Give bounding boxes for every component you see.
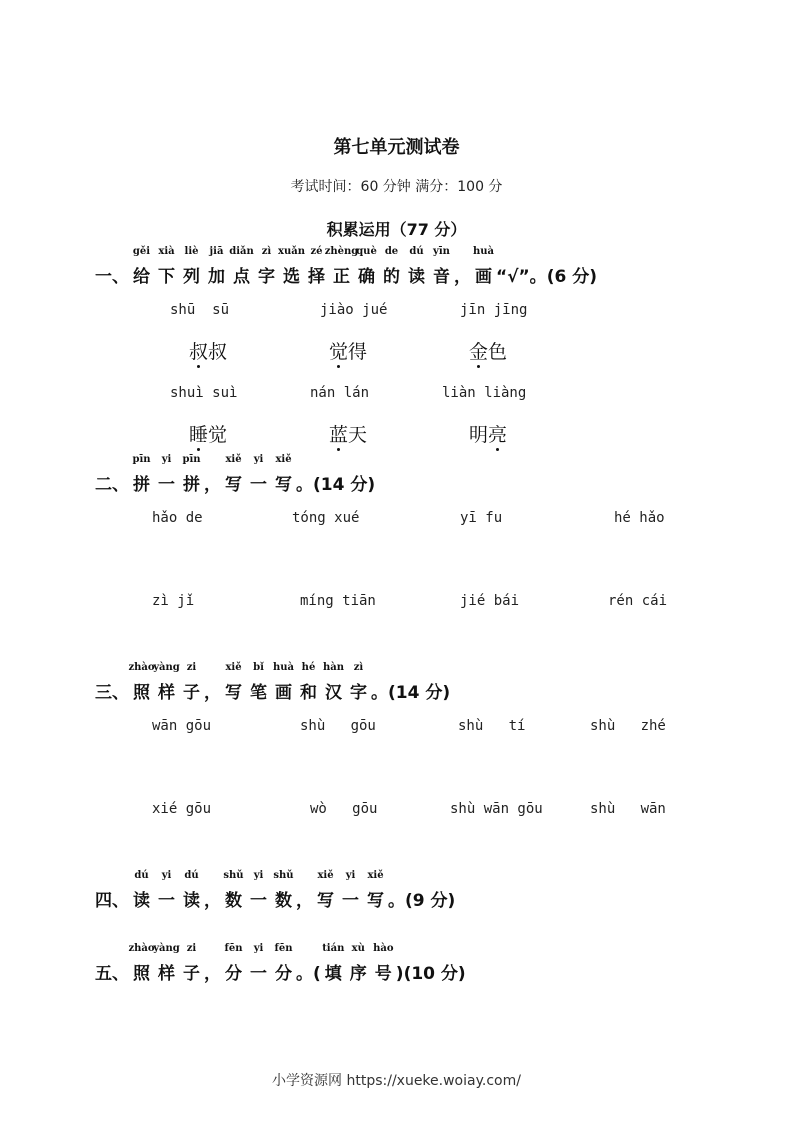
pinyin-prompt: tóng xué [292,510,360,526]
hanzi: 一 [250,891,267,911]
exam-info: 考试时间：60 分钟 满分：100 分 [290,179,503,195]
pinyin-option: nán lán [310,385,370,401]
pinyin-annotation: hào [373,943,394,954]
hanzi: 一 [158,475,175,495]
ruby-char [223,870,244,911]
pinyin-annotation: yi [161,870,172,881]
stroke-name: shù zhé [590,718,666,734]
stroke-name: xié gōu [152,801,212,817]
ruby-char [158,246,175,287]
pinyin-annotation: fēn [224,943,243,954]
pinyin-annotation: shǔ [223,870,244,881]
pinyin-annotation: yàng [153,943,180,954]
pinyin-annotation: xià [158,246,175,257]
hanzi: 写 [317,891,334,911]
hanzi: 写 [225,683,242,703]
hanzi: 分 [225,964,242,984]
question-tail: 。 [296,475,313,495]
ruby-char [153,943,180,984]
question-number: 四、 [95,891,129,911]
hanzi: 读 [133,891,150,911]
question-score: (9 分) [405,891,456,911]
ruby-char [322,943,345,984]
ruby-char [225,454,242,495]
stroke-name: shù wān [590,801,666,817]
pinyin-annotation: dú [134,870,149,881]
hanzi: 样 [158,964,175,984]
pinyin-annotation: yi [253,943,264,954]
pinyin-prompt: jié bái [460,593,520,609]
pinyin-annotation: xiě [225,454,242,465]
pinyin-annotation: xù [351,943,365,954]
pinyin-prompt: yī fu [460,510,503,526]
question-4-heading [95,870,456,911]
pinyin-annotation: zhào [128,943,155,954]
pinyin-option: liàn liàng [442,385,527,401]
pinyin-annotation: huà [272,662,295,673]
punctuation: ， [204,964,221,984]
word-char: 明 [469,425,489,446]
question-score: (14 分) [313,475,376,495]
section-heading: 积累运用（77 分） [326,220,467,239]
ruby-char [158,454,175,495]
punctuation: ， [204,475,221,495]
pinyin-prompt: zì jǐ [152,593,195,609]
hanzi: 和 [300,683,317,703]
question-5-heading [95,943,466,984]
hanzi: 子 [183,964,200,984]
question-score: (10 分) [403,964,466,984]
pinyin-prompt: hǎo de [152,510,203,526]
hanzi: 确 [358,267,375,287]
pinyin-annotation: bǐ [253,662,264,673]
pinyin-annotation: gěi [132,246,151,257]
question-score: (6 分) [546,267,597,287]
hanzi: 字 [350,683,367,703]
stroke-name: wān gōu [152,718,212,734]
dotted-char: 觉 [329,342,349,363]
ruby-char [373,943,394,984]
question-number: 二、 [95,475,129,495]
hanzi: 画 [275,683,292,703]
ruby-char [317,870,334,911]
ruby-char [128,662,155,703]
ruby-char [258,246,275,287]
word-char: 叔 [208,342,228,363]
hanzi: 照 [133,683,150,703]
ruby-char [250,870,267,911]
hanzi: 号 [374,964,392,984]
question-number: 五、 [95,964,129,984]
word-item [189,337,227,364]
dotted-char: 金 [469,342,489,363]
ruby-char [278,246,305,287]
hanzi: 读 [408,267,425,287]
hanzi: 子 [183,683,200,703]
hanzi: 择 [308,267,325,287]
ruby-char [224,943,243,984]
stroke-name: shù tí [458,718,526,734]
ruby-char [229,246,254,287]
question-tail: “√”。 [496,267,547,287]
pinyin-annotation: yīn [433,246,450,257]
hanzi: 点 [233,267,250,287]
word-char: 觉 [208,425,228,446]
word-item [189,420,227,447]
hanzi: 画 [475,267,492,287]
pinyin-annotation: zé [310,246,323,257]
pinyin-annotation: yi [161,454,172,465]
ruby-char [183,246,200,287]
pinyin-option: shū sū [170,302,230,318]
hanzi: 下 [158,267,175,287]
pinyin-annotation: jiā [209,246,224,257]
pinyin-annotation: zhèng [324,246,359,257]
word-item [329,337,367,364]
pinyin-annotation: tián [322,943,345,954]
pinyin-prompt: hé hǎo [614,510,665,526]
pinyin-annotation: yi [345,870,356,881]
hanzi: 照 [133,964,150,984]
ruby-char [275,454,292,495]
ruby-char [272,662,295,703]
pinyin-annotation: xuǎn [278,246,305,257]
ruby-char [183,943,200,984]
ruby-char [132,454,151,495]
punctuation: ， [204,891,221,911]
hanzi: 列 [183,267,200,287]
ruby-char [433,246,450,287]
dotted-char: 叔 [189,342,209,363]
hanzi: 写 [275,475,292,495]
pinyin-annotation: xiě [225,662,242,673]
pinyin-annotation: yi [253,454,264,465]
pinyin-option: jīn jīng [460,302,528,318]
question-tail: 。 [371,683,388,703]
ruby-char [274,943,293,984]
word-item [469,420,507,447]
question-number: 一、 [95,267,129,287]
hanzi: 选 [283,267,300,287]
word-item [329,420,367,447]
question-number: 三、 [95,683,129,703]
pinyin-annotation: hàn [322,662,345,673]
dotted-char: 蓝 [329,425,349,446]
question-score: (14 分) [388,683,451,703]
pinyin-annotation: zhào [128,662,155,673]
hanzi: 写 [367,891,384,911]
ruby-char [208,246,225,287]
hanzi: 填 [324,964,342,984]
pinyin-annotation: zi [186,943,197,954]
punctuation: 。( [296,964,321,984]
question-1-heading [95,246,597,287]
pinyin-annotation: zì [353,662,364,673]
ruby-char [350,662,367,703]
stroke-name: shù wān gōu [450,801,543,817]
footer-source: 小学资源网 https://xueke.woiay.com/ [272,1073,521,1089]
question-3-heading [95,662,451,703]
hanzi: 拼 [183,475,200,495]
hanzi: 写 [225,475,242,495]
ruby-char [324,246,359,287]
pinyin-annotation: xiě [275,454,292,465]
pinyin-annotation: liè [184,246,199,257]
pinyin-prompt: míng tiān [300,593,376,609]
ruby-char [383,246,400,287]
stroke-name: wò gōu [310,801,378,817]
hanzi: 数 [225,891,242,911]
word-char: 天 [348,425,368,446]
ruby-char [250,454,267,495]
word-item [469,337,507,364]
hanzi: 字 [258,267,275,287]
hanzi: 拼 [133,475,150,495]
pinyin-annotation: què [356,246,377,257]
hanzi: 一 [342,891,359,911]
word-char: 得 [348,342,368,363]
pinyin-annotation: dú [184,870,199,881]
pinyin-annotation: xiě [317,870,334,881]
ruby-char [472,246,495,287]
word-char: 色 [488,342,508,363]
ruby-char [225,662,242,703]
hanzi: 的 [383,267,400,287]
pinyin-option: jiào jué [320,302,388,318]
hanzi: 一 [250,964,267,984]
pinyin-annotation: pīn [132,454,151,465]
ruby-char [183,662,200,703]
pinyin-annotation: hé [301,662,316,673]
hanzi: 读 [183,891,200,911]
ruby-char [349,943,367,984]
ruby-char [250,943,267,984]
ruby-char [308,246,325,287]
ruby-char [322,662,345,703]
hanzi: 汉 [325,683,342,703]
ruby-char [273,870,294,911]
hanzi: 加 [208,267,225,287]
pinyin-annotation: zì [261,246,272,257]
pinyin-annotation: fēn [274,943,293,954]
punctuation: ， [296,891,313,911]
hanzi: 音 [433,267,450,287]
punctuation: ， [454,267,471,287]
ruby-char [153,662,180,703]
hanzi: 一 [250,475,267,495]
ruby-char [250,662,267,703]
pinyin-annotation: xiě [367,870,384,881]
hanzi: 给 [133,267,150,287]
ruby-char [367,870,384,911]
hanzi: 正 [333,267,350,287]
ruby-char [158,870,175,911]
ruby-char [132,246,151,287]
hanzi: 数 [275,891,292,911]
ruby-char [183,870,200,911]
hanzi: 序 [349,964,367,984]
question-2-heading [95,454,376,495]
hanzi: 样 [158,683,175,703]
dotted-char: 亮 [488,425,508,446]
pinyin-annotation: diǎn [229,246,254,257]
hanzi: 分 [275,964,292,984]
stroke-name: shù gōu [300,718,376,734]
pinyin-annotation: dú [409,246,424,257]
hanzi: 一 [158,891,175,911]
pinyin-annotation: de [384,246,399,257]
punctuation: ) [395,964,404,984]
pinyin-prompt: rén cái [608,593,668,609]
dotted-char: 睡 [189,425,209,446]
ruby-char [300,662,317,703]
punctuation: ， [204,683,221,703]
pinyin-annotation: huà [472,246,495,257]
pinyin-annotation: pīn [182,454,201,465]
pinyin-annotation: zi [186,662,197,673]
ruby-char [133,870,150,911]
pinyin-annotation: yi [253,870,264,881]
pinyin-option: shuì suì [170,385,238,401]
ruby-char [342,870,359,911]
hanzi: 笔 [250,683,267,703]
ruby-char [356,246,377,287]
pinyin-annotation: yàng [153,662,180,673]
question-tail: 。 [388,891,405,911]
ruby-char [182,454,201,495]
ruby-char [408,246,425,287]
pinyin-annotation: shǔ [273,870,294,881]
page-title: 第七单元测试卷 [333,137,460,158]
ruby-char [128,943,155,984]
